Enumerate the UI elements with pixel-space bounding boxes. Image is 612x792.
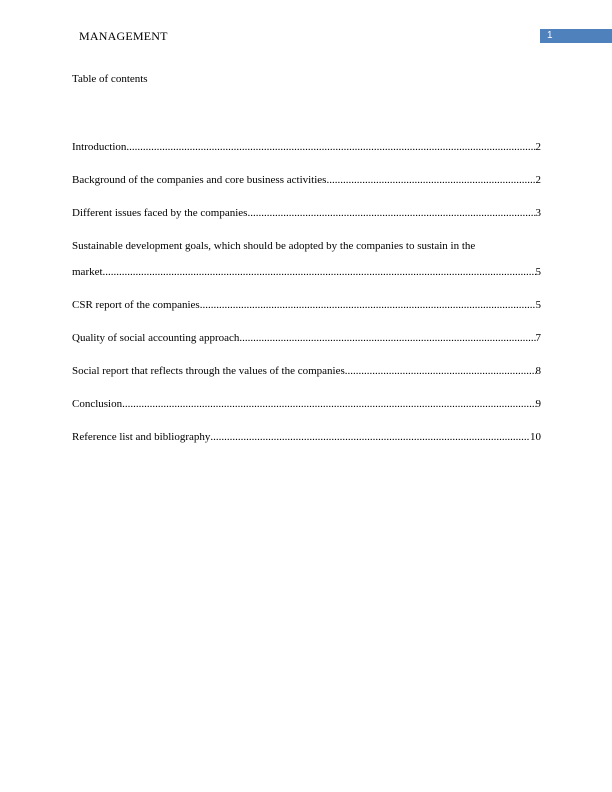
toc-entry-social-report[interactable] bbox=[72, 364, 541, 397]
toc-entry-introduction[interactable] bbox=[72, 140, 541, 173]
toc-entry-page: 10 bbox=[530, 431, 541, 443]
toc-entry-text: Social report that reflects through the values of the companies bbox=[72, 365, 345, 377]
toc-entry-page: 9 bbox=[535, 398, 541, 410]
toc-entry-issues[interactable] bbox=[72, 206, 541, 239]
toc-entry-background[interactable] bbox=[72, 173, 541, 206]
dot-leader bbox=[247, 206, 535, 220]
toc-entry-text: Background of the companies and core business activities bbox=[72, 174, 327, 186]
dot-leader bbox=[210, 430, 530, 444]
toc-entry-sdg[interactable] bbox=[72, 239, 541, 298]
toc-entry-page: 5 bbox=[535, 266, 541, 278]
toc-entry-page: 7 bbox=[535, 332, 541, 344]
toc-entry-social-accounting[interactable] bbox=[72, 331, 541, 364]
running-header-title: MANAGEMENT bbox=[79, 29, 168, 43]
toc-entry-page: 2 bbox=[535, 141, 541, 153]
dot-leader bbox=[122, 397, 535, 411]
toc-entry-references[interactable] bbox=[72, 430, 541, 463]
toc-entry-csr-report[interactable] bbox=[72, 298, 541, 331]
toc-entry-text-line2: market bbox=[72, 266, 103, 278]
dot-leader bbox=[103, 265, 536, 279]
toc-list bbox=[72, 140, 541, 463]
toc-entry-page: 8 bbox=[535, 365, 541, 377]
toc-entry-text: Conclusion bbox=[72, 398, 123, 410]
toc-entry-text: CSR report of the companies bbox=[72, 299, 200, 311]
toc-entry-text: Reference list and bibliography bbox=[72, 431, 211, 443]
toc-entry-text: Introduction bbox=[72, 141, 127, 153]
dot-leader bbox=[239, 331, 535, 345]
dot-leader bbox=[326, 173, 535, 187]
toc-entry-page: 2 bbox=[535, 174, 541, 186]
toc-entry-page: 5 bbox=[535, 299, 541, 311]
toc-entry-text: Different issues faced by the companies bbox=[72, 207, 248, 219]
dot-leader bbox=[200, 298, 536, 312]
page-number-badge bbox=[540, 29, 612, 43]
toc-entry-text-line1: Sustainable development goals, which should be adopted by the companies to sustain in the bbox=[72, 240, 476, 252]
dot-leader bbox=[126, 140, 535, 154]
toc-entry-line2 bbox=[72, 265, 541, 298]
toc-entry-conclusion[interactable] bbox=[72, 397, 541, 430]
toc-title: Table of contents bbox=[72, 73, 148, 85]
toc-entry-text: Quality of social accounting approach bbox=[72, 332, 240, 344]
page-number: 1 bbox=[547, 30, 553, 41]
dot-leader bbox=[345, 364, 536, 378]
toc-entry-page: 3 bbox=[535, 207, 541, 219]
